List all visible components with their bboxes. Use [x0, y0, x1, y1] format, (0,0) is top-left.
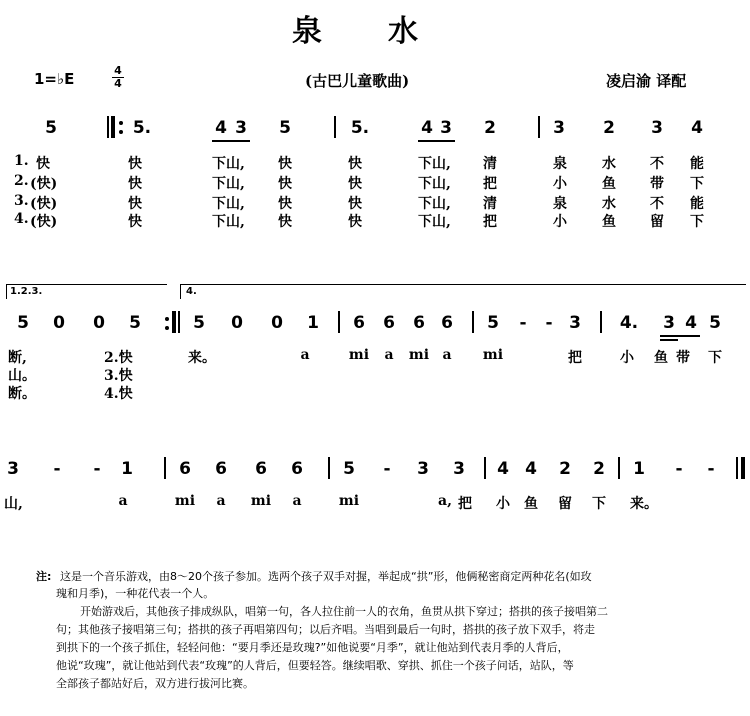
lyric: 快: [348, 196, 362, 212]
lyric: 带: [650, 176, 664, 192]
lyric: 快: [278, 156, 292, 172]
lyric: mi: [482, 347, 504, 363]
repeat-dot: [119, 121, 123, 125]
lyric: a: [216, 493, 226, 509]
note: 5: [193, 313, 205, 333]
lyric: 下山,: [418, 214, 451, 230]
eighth-beam: [212, 140, 250, 142]
note: -: [675, 459, 683, 479]
note: 3: [7, 459, 19, 479]
lyric: 2.快: [104, 350, 133, 366]
note: 1: [633, 459, 645, 479]
lyric: 不: [650, 156, 664, 172]
lyric: 快: [348, 156, 362, 172]
lyric: 快: [348, 214, 362, 230]
note: 3: [553, 118, 565, 138]
barline: [472, 311, 474, 333]
lyric: 下山,: [212, 196, 245, 212]
note: 5: [343, 459, 355, 479]
note: 1: [307, 313, 319, 333]
note: 6: [353, 313, 365, 333]
lyric: 留: [650, 214, 664, 230]
footnote-line: 全部孩子都站好后，双方进行拔河比赛。: [56, 677, 254, 690]
note: -: [707, 459, 715, 479]
note: 2: [603, 118, 615, 138]
lyric: 下: [690, 214, 704, 230]
footnote-label: 注:: [36, 570, 52, 583]
note: 2: [484, 118, 496, 138]
barline: [164, 457, 166, 479]
lyric: 鱼: [602, 176, 616, 192]
lyric: 小: [553, 176, 567, 192]
second-ending-label: 4.: [186, 286, 197, 297]
note: 6: [291, 459, 303, 479]
lyric: 清: [483, 196, 497, 212]
note: 4: [685, 313, 697, 333]
note: 0: [93, 313, 105, 333]
verse-number: 4.: [14, 211, 29, 227]
lyric: 下: [708, 350, 722, 366]
lyric: 把: [483, 214, 497, 230]
subtitle: (古巴儿童歌曲): [305, 72, 410, 90]
note: -: [93, 459, 101, 479]
lyric: 山。: [8, 368, 36, 384]
note: 4: [691, 118, 703, 138]
lyric: 快: [278, 196, 292, 212]
lyric: 下: [690, 176, 704, 192]
repeat-dot: [165, 317, 169, 321]
lyric: 3.快: [104, 368, 133, 384]
barline: [484, 457, 486, 479]
note: 3: [417, 459, 429, 479]
lyric: 来。: [188, 350, 216, 366]
lyric: 能: [690, 156, 704, 172]
lyric: 鱼: [524, 496, 538, 512]
lyric: 快: [128, 156, 142, 172]
note: -: [53, 459, 61, 479]
sixteenth-beam: [660, 335, 700, 337]
eighth-beam: [418, 140, 455, 142]
time-sig-numerator: 4: [114, 64, 122, 77]
lyric: 来。: [630, 496, 658, 512]
lyric: a: [300, 347, 310, 363]
lyric: 下: [592, 496, 606, 512]
lyric: 下山,: [418, 176, 451, 192]
lyric: a: [118, 493, 128, 509]
note: 5.: [350, 118, 370, 138]
lyric: a: [292, 493, 302, 509]
barline: [538, 116, 540, 138]
repeat-barline: [111, 116, 115, 138]
lyric: 快: [36, 156, 50, 172]
repeat-dot: [165, 326, 169, 330]
note: 6: [215, 459, 227, 479]
note: 6: [179, 459, 191, 479]
note: -: [519, 313, 527, 333]
verse-number: 2.: [14, 173, 29, 189]
lyric: 泉: [553, 156, 567, 172]
note: 5: [17, 313, 29, 333]
note: 3: [569, 313, 581, 333]
lyric: 留: [558, 496, 572, 512]
verse-number: 1.: [14, 153, 29, 169]
credit: 凌启渝 译配: [606, 72, 687, 90]
first-ending-label: 1.2.3.: [10, 286, 43, 297]
note: 3: [651, 118, 663, 138]
lyric: a: [442, 347, 452, 363]
lyric: (快): [30, 214, 58, 230]
note: 5: [487, 313, 499, 333]
song-title: 泉 水: [292, 14, 420, 49]
note: 2: [593, 459, 605, 479]
lyric: mi: [174, 493, 196, 509]
lyric: 鱼: [654, 350, 668, 366]
lyric: 把: [483, 176, 497, 192]
lyric: 把: [568, 350, 582, 366]
note: 0: [231, 313, 243, 333]
lyric: 断。: [8, 386, 36, 402]
barline: [618, 457, 620, 479]
note: 5: [45, 118, 57, 138]
lyric: 快: [278, 214, 292, 230]
note: -: [383, 459, 391, 479]
note: 3: [663, 313, 675, 333]
note: 6: [383, 313, 395, 333]
footnote-line: 句；其他孩子接唱第三句；搭拱的孩子再唱第四句；以后齐唱。当唱到最后一句时，搭拱的孩子放下双手，将走: [56, 623, 595, 636]
lyric: 断,: [8, 350, 27, 366]
lyric: 泉: [553, 196, 567, 212]
lyric: 下山,: [212, 156, 245, 172]
final-barline: [736, 457, 738, 479]
note: 3: [453, 459, 465, 479]
lyric: 快: [128, 176, 142, 192]
time-signature: [112, 66, 124, 89]
lyric: mi: [338, 493, 360, 509]
note: 4: [215, 118, 227, 138]
note: 6: [413, 313, 425, 333]
lyric: (快): [30, 176, 58, 192]
lyric: 带: [676, 350, 690, 366]
lyric: 小: [553, 214, 567, 230]
lyric: 下山,: [212, 176, 245, 192]
second-ending-bracket: [180, 284, 746, 299]
key-signature: 1=♭E: [34, 70, 75, 88]
verse-number: 3.: [14, 193, 29, 209]
lyric: mi: [408, 347, 430, 363]
lyric: 小: [496, 496, 510, 512]
barline: [328, 457, 330, 479]
lyric: 4.快: [104, 386, 133, 402]
eighth-beam: [660, 339, 678, 341]
note: 5: [709, 313, 721, 333]
lyric: a: [384, 347, 394, 363]
lyric: 快: [348, 176, 362, 192]
lyric: 快: [278, 176, 292, 192]
lyric: 鱼: [602, 214, 616, 230]
repeat-dot: [119, 130, 123, 134]
note: 5.: [132, 118, 152, 138]
lyric: 水: [602, 196, 616, 212]
lyric: 把: [458, 496, 472, 512]
lyric: 能: [690, 196, 704, 212]
note: 4: [421, 118, 433, 138]
footnote-line: 这是一个音乐游戏，由8～20个孩子参加。选两个孩子双手对握，举起成“拱”形，他俩秘密商定两种花名(如玫: [60, 570, 592, 583]
note: 3: [235, 118, 247, 138]
lyric: 小: [620, 350, 634, 366]
lyric: 山,: [4, 496, 23, 512]
note: -: [545, 313, 553, 333]
note: 0: [53, 313, 65, 333]
barline: [338, 311, 340, 333]
lyric: 下山,: [418, 196, 451, 212]
time-sig-denominator: 4: [114, 77, 122, 90]
lyric: 不: [650, 196, 664, 212]
lyric: 快: [128, 196, 142, 212]
footnote-line: 到拱下的一个孩子抓住，轻轻问他：“要月季还是玫瑰?”如他说要“月季”，就让他站到代表月季的人背后，: [56, 641, 569, 654]
note: 5: [129, 313, 141, 333]
final-barline-thick: [741, 457, 745, 479]
footnote-line: 瑰和月季)，一种花代表一个人。: [56, 587, 215, 600]
lyric: 下山,: [418, 156, 451, 172]
lyric: 水: [602, 156, 616, 172]
note: 3: [440, 118, 452, 138]
lyric: 下山,: [212, 214, 245, 230]
note: 2: [559, 459, 571, 479]
footnote-line: 开始游戏后，其他孩子排成纵队，唱第一句，各人拉住前一人的衣角，鱼贯从拱下穿过；搭拱的孩子接唱第二: [80, 605, 608, 618]
barline: [178, 311, 180, 333]
note: 0: [271, 313, 283, 333]
barline: [334, 116, 336, 138]
footnote-line: 他说“玫瑰”，就让他站到代表“玫瑰”的人背后，但要轻答。继续唱歌、穿拱、抓住一个孩子问话，站队，等: [56, 659, 574, 672]
note: 1: [121, 459, 133, 479]
note: 4.: [619, 313, 639, 333]
note: 5: [279, 118, 291, 138]
note: 4: [525, 459, 537, 479]
barline: [107, 116, 109, 138]
repeat-barline: [172, 311, 176, 333]
note: 6: [441, 313, 453, 333]
note: 6: [255, 459, 267, 479]
barline: [600, 311, 602, 333]
lyric: a,: [438, 493, 452, 509]
lyric: 清: [483, 156, 497, 172]
lyric: (快): [30, 196, 58, 212]
lyric: mi: [250, 493, 272, 509]
lyric: mi: [348, 347, 370, 363]
note: 4: [497, 459, 509, 479]
lyric: 快: [128, 214, 142, 230]
